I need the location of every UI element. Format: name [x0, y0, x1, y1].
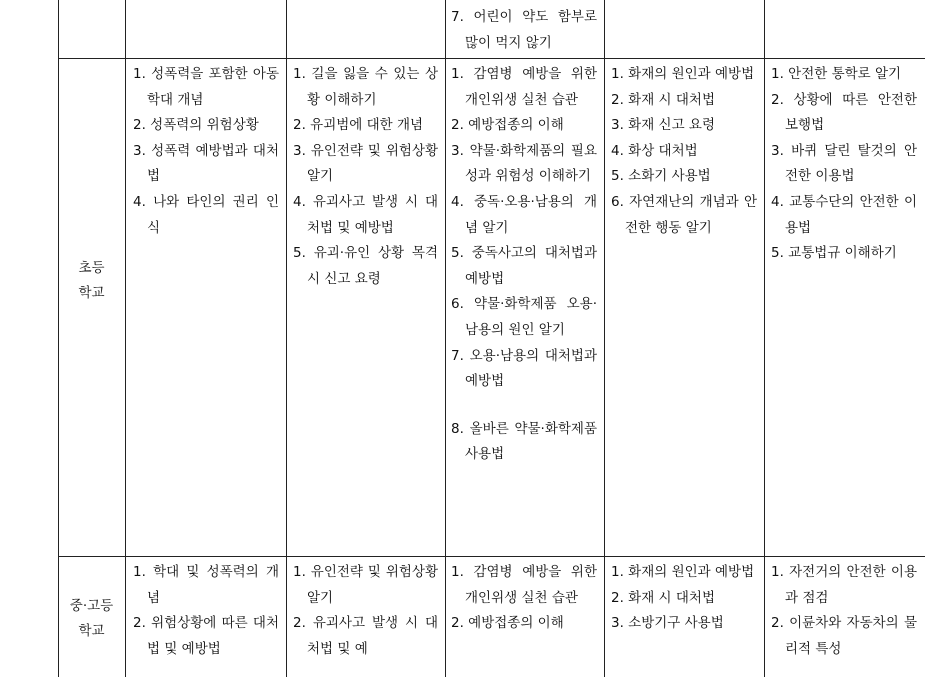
list-item: 3. 바퀴 달린 탈것의 안전한 이용법 — [771, 142, 917, 185]
list-item: 4. 나와 타인의 권리 인식 — [133, 193, 279, 236]
list-item: 2. 화재 시 대처법 — [611, 91, 715, 108]
list-item: 1. 자전거의 안전한 이용과 점검 — [771, 564, 917, 606]
list-item: 1. 유인전략 및 위험상황 알기 — [293, 564, 438, 606]
secondary-cell-kidnapping — [293, 560, 438, 662]
list-item: 2. 유괴범에 대한 개념 — [293, 117, 424, 134]
row-label-secondary — [58, 594, 125, 644]
list-item: 1. 성폭력을 포함한 아동학대 개념 — [133, 66, 279, 108]
list-item: 1. 안전한 통학로 알기 — [771, 66, 902, 82]
row-label-line: 학교 — [78, 285, 105, 301]
list-item: 3. 약물·화학제품의 필요성과 위험성 이해하기 — [451, 142, 597, 185]
secondary-cell-drugs — [451, 560, 597, 637]
list-item: 4. 유괴사고 발생 시 대처법 및 예방법 — [293, 193, 438, 236]
list-item: 2. 상황에 따른 안전한 보행법 — [771, 91, 917, 134]
elementary-cell-fire — [611, 62, 757, 241]
row-label-line: 학교 — [78, 623, 105, 639]
secondary-cell-traffic — [771, 560, 917, 662]
list-item: 3. 화재 신고 요령 — [611, 117, 715, 134]
list-item: 5. 교통법규 이해하기 — [771, 245, 897, 262]
list-item: 8. 올바른 약물·화학제품 사용법 — [451, 420, 597, 463]
secondary-cell-violence — [133, 560, 279, 662]
column-divider — [286, 0, 287, 677]
list-item: 1. 화재의 원인과 예방법 — [611, 564, 755, 580]
column-divider — [764, 0, 765, 677]
secondary-cell-fire — [611, 560, 757, 637]
list-item: 1. 화재의 원인과 예방법 — [611, 66, 755, 82]
list-item: 2. 위험상황에 따른 대처법 및 예방법 — [133, 615, 279, 657]
list-item: 6. 약물·화학제품 오용·남용의 원인 알기 — [451, 296, 597, 338]
elementary-cell-violence — [133, 62, 279, 241]
list-item: 2. 이륜차와 자동차의 물리적 특성 — [771, 615, 917, 657]
list-item: 2. 예방접종의 이해 — [451, 615, 564, 632]
row-divider — [58, 556, 925, 557]
elementary-cell-kidnapping — [293, 62, 438, 292]
list-item: 5. 중독사고의 대처법과 예방법 — [451, 245, 597, 287]
elementary-cell-traffic — [771, 62, 917, 267]
list-item: 2. 유괴사고 발생 시 대처법 및 예 — [293, 615, 438, 657]
list-item: 3. 소방기구 사용법 — [611, 615, 724, 632]
column-divider — [125, 0, 126, 677]
list-item: 4. 화상 대처법 — [611, 142, 698, 159]
list-item: 6. 자연재난의 개념과 안전한 행동 알기 — [611, 193, 757, 236]
column-divider — [604, 0, 605, 677]
list-item: 1. 감염병 예방을 위한 개인위생 실천 습관 — [451, 564, 597, 606]
row-label-line: 초등 — [78, 260, 105, 276]
elementary-cell-drugs — [451, 62, 597, 468]
list-item: 1. 학대 및 성폭력의 개념 — [133, 564, 279, 606]
row-divider — [58, 58, 925, 59]
list-item: 3. 유인전략 및 위험상황 알기 — [293, 142, 438, 185]
spacer — [451, 395, 597, 417]
list-item: 7. 오용·남용의 대처법과 예방법 — [451, 347, 597, 390]
table-border-left — [58, 0, 59, 677]
list-item: 2. 예방접종의 이해 — [451, 117, 564, 134]
list-item: 4. 중독·오용·남용의 개념 알기 — [451, 193, 597, 236]
row-label-line: 중·고등 — [69, 598, 114, 614]
top-row-cell-drug — [451, 5, 597, 56]
column-divider — [445, 0, 446, 677]
list-item: 5. 유괴·유인 상황 목격 시 신고 요령 — [293, 245, 438, 287]
list-item: 7. 어린이 약도 함부로 많이 먹지 않기 — [451, 9, 597, 51]
list-item: 1. 길을 잃을 수 있는 상황 이해하기 — [293, 66, 438, 108]
row-label-elementary — [58, 256, 125, 306]
list-item: 4. 교통수단의 안전한 이용법 — [771, 193, 917, 236]
list-item: 3. 성폭력 예방법과 대처법 — [133, 142, 279, 185]
list-item: 2. 성폭력의 위험상황 — [133, 117, 259, 134]
list-item: 2. 화재 시 대처법 — [611, 589, 715, 606]
list-item: 5. 소화기 사용법 — [611, 168, 711, 185]
list-item: 1. 감염병 예방을 위한 개인위생 실천 습관 — [451, 66, 597, 108]
